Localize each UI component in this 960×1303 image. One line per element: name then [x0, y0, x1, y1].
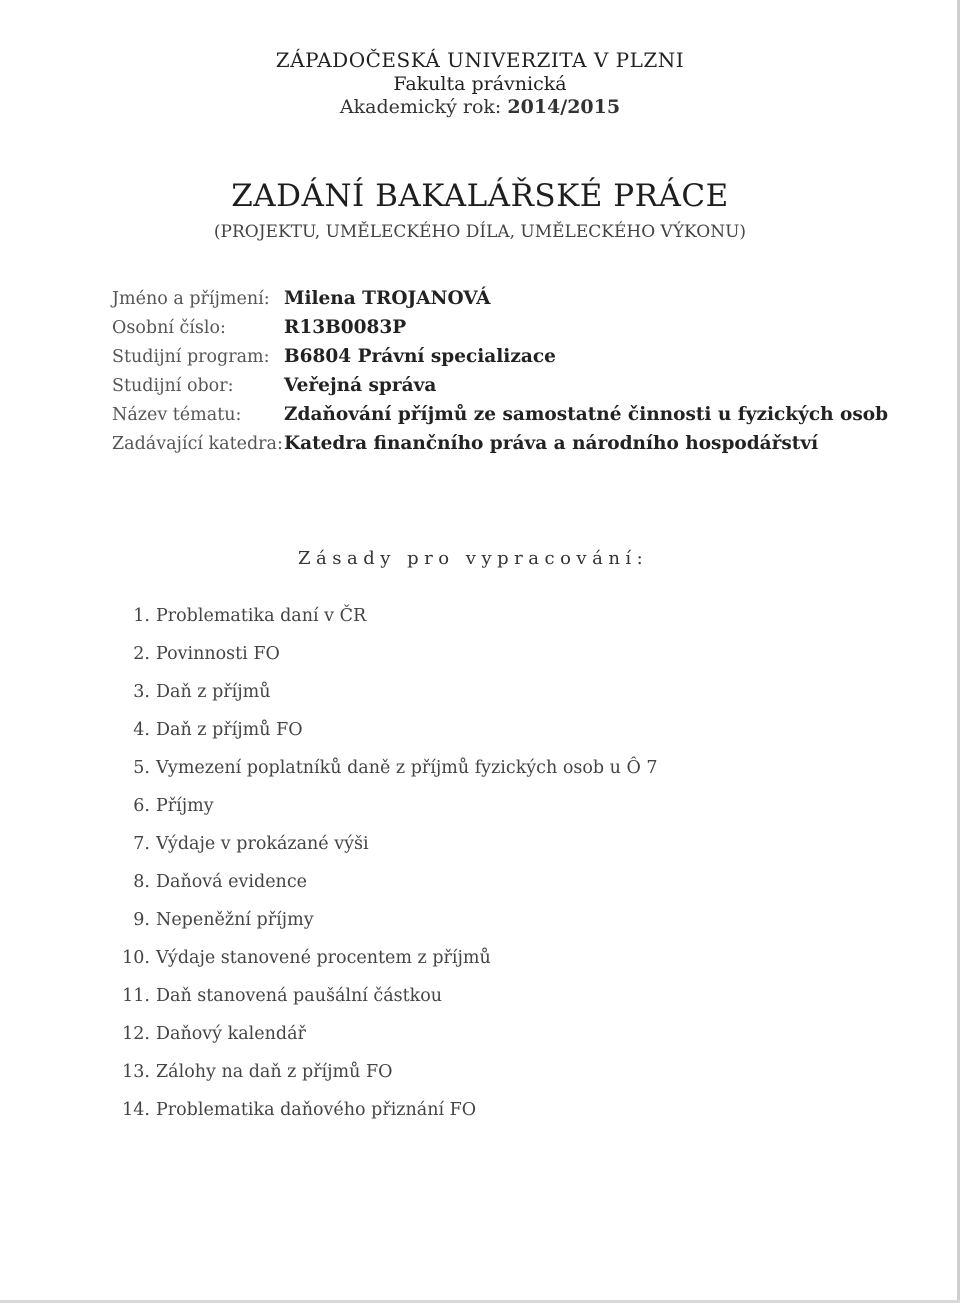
list-item	[114, 1024, 658, 1062]
item-text: Povinnosti FO	[156, 644, 280, 664]
list-item	[114, 948, 658, 986]
item-number: 8.	[133, 872, 150, 892]
faculty-name: Fakulta právnická	[393, 73, 567, 95]
info-row	[112, 433, 888, 462]
university-name: ZÁPADOČESKÁ UNIVERZITA V PLZNI	[275, 48, 685, 72]
item-text: Daň stanovená paušální částkou	[156, 986, 443, 1006]
info-value: B6804 Právní specializace	[284, 346, 556, 367]
info-label: Studijní obor:	[112, 376, 234, 396]
document-subtitle: (PROJEKTU, UMĚLECKÉHO DÍLA, UMĚLECKÉHO VÝKONU)	[213, 222, 747, 242]
item-number: 5.	[133, 758, 150, 778]
item-text: Daň z příjmů FO	[156, 720, 303, 740]
info-row	[112, 317, 888, 346]
info-row	[112, 404, 888, 433]
item-number: 7.	[133, 834, 150, 854]
document-title: ZADÁNÍ BAKALÁŘSKÉ PRÁCE	[231, 178, 729, 214]
item-text: Výdaje stanovené procentem z příjmů	[156, 948, 491, 968]
item-text: Příjmy	[156, 796, 214, 816]
list-item	[114, 682, 658, 720]
item-number: 10.	[122, 948, 150, 968]
info-row	[112, 346, 888, 375]
info-value: R13B0083P	[284, 317, 407, 338]
info-label: Název tématu:	[112, 405, 242, 425]
info-label: Studijní program:	[112, 347, 270, 367]
item-text: Nepeněžní příjmy	[156, 910, 314, 930]
item-number: 12.	[122, 1024, 150, 1044]
section-heading: Zásady pro vypracování:	[298, 548, 649, 569]
academic-year-value: 2014/2015	[507, 96, 621, 118]
list-item	[114, 1062, 658, 1100]
item-text: Daňový kalendář	[156, 1024, 306, 1044]
item-number: 2.	[133, 644, 150, 664]
item-text: Výdaje v prokázané výši	[156, 834, 369, 854]
item-number: 11.	[122, 986, 150, 1006]
item-text: Zálohy na daň z příjmů FO	[156, 1062, 393, 1082]
info-value: Zdaňování příjmů ze samostatné činnosti u fyzických osob	[284, 404, 889, 425]
item-number: 13.	[122, 1062, 150, 1082]
academic-year-label: Akademický rok:	[339, 96, 502, 118]
list-item	[114, 606, 658, 644]
list-item	[114, 834, 658, 872]
list-item	[114, 758, 658, 796]
item-text: Problematika daní v ČR	[156, 606, 367, 626]
info-label: Jméno a příjmení:	[112, 289, 270, 309]
item-text: Vymezení poplatníků daně z příjmů fyzických osob u Ô 7	[156, 758, 658, 778]
academic-year	[0, 96, 960, 118]
list-item	[114, 644, 658, 682]
guidelines-list	[114, 606, 658, 1138]
item-number: 14.	[122, 1100, 150, 1120]
item-text: Daň z příjmů	[156, 682, 271, 702]
item-text: Daňová evidence	[156, 872, 307, 892]
list-item	[114, 986, 658, 1024]
item-text: Problematika daňového přiznání FO	[156, 1100, 477, 1120]
item-number: 1.	[133, 606, 150, 626]
list-item	[114, 796, 658, 834]
info-row	[112, 288, 888, 317]
item-number: 4.	[133, 720, 150, 740]
list-item	[114, 910, 658, 948]
list-item	[114, 872, 658, 910]
info-label: Zadávající katedra:	[112, 434, 283, 454]
item-number: 6.	[133, 796, 150, 816]
info-value: Veřejná správa	[284, 375, 437, 396]
list-item	[114, 1100, 658, 1138]
info-value: Katedra finančního práva a národního hospodářství	[284, 433, 819, 454]
info-label: Osobní číslo:	[112, 318, 226, 338]
item-number: 3.	[133, 682, 150, 702]
list-item	[114, 720, 658, 758]
info-value: Milena TROJANOVÁ	[284, 288, 491, 309]
student-info	[112, 288, 888, 462]
item-number: 9.	[133, 910, 150, 930]
info-row	[112, 375, 888, 404]
